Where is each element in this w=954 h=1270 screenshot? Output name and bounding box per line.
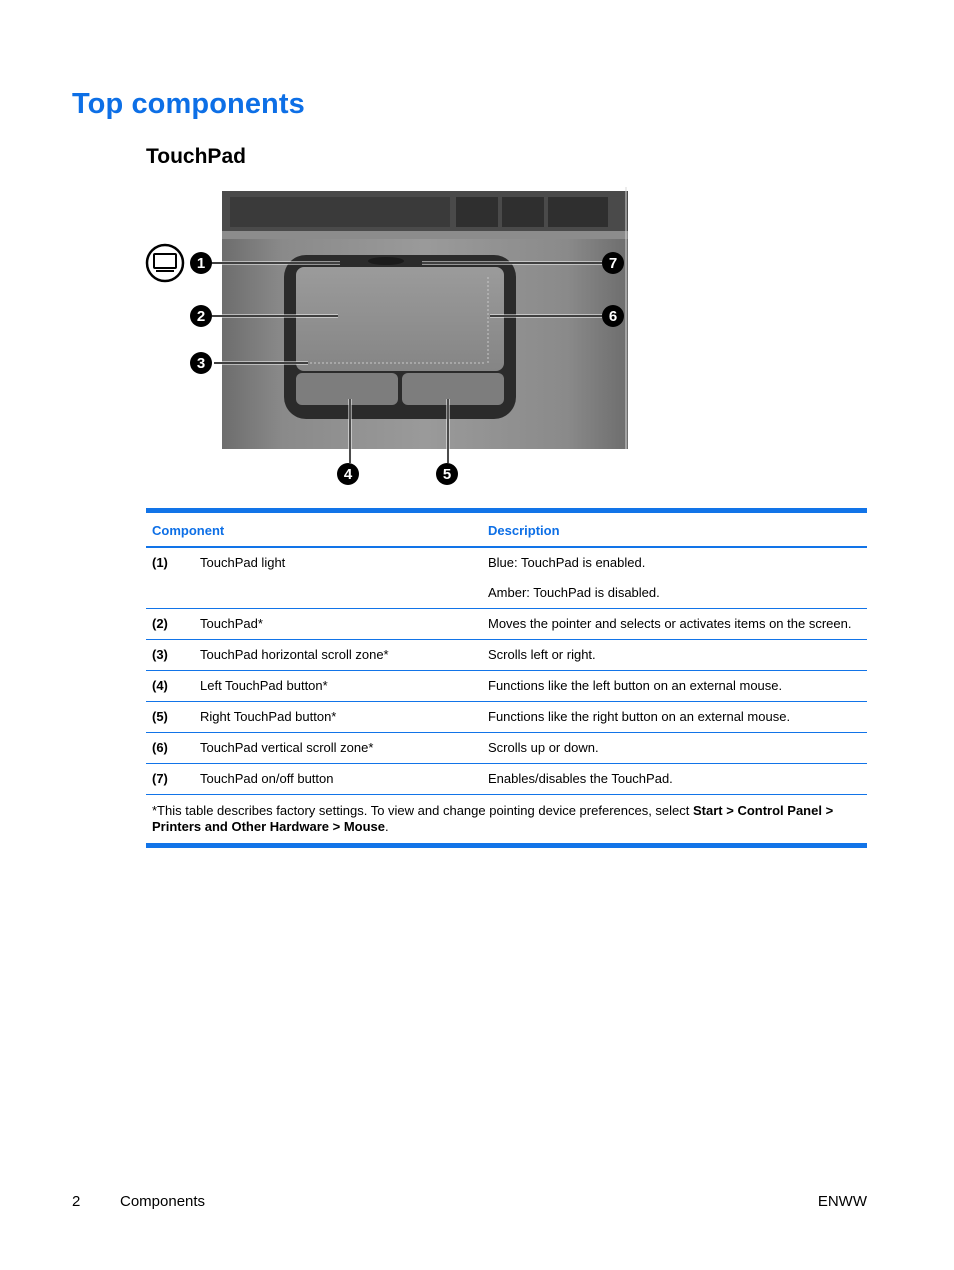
callout-3 [190,352,212,374]
description-text: Enables/disables the TouchPad. [488,771,673,786]
table-row [146,547,867,609]
row-number: (3) [146,640,194,671]
table-row [146,764,867,795]
component-description [482,609,867,640]
svg-text:5: 5 [442,466,452,483]
page-number: 2 [72,1193,81,1210]
svg-text:7: 7 [608,255,618,272]
table-row [146,640,867,671]
component-description [482,547,867,609]
section-title: TouchPad [146,145,246,168]
table-footnote [146,795,867,844]
svg-text:3: 3 [196,355,206,372]
component-name: TouchPad horizontal scroll zone* [194,640,482,671]
component-name: Right TouchPad button* [194,702,482,733]
touchpad-illustration [140,183,640,493]
component-name: TouchPad vertical scroll zone* [194,733,482,764]
svg-text:4: 4 [343,466,353,483]
row-number: (5) [146,702,194,733]
component-name: TouchPad* [194,609,482,640]
description-text: Scrolls left or right. [488,647,596,662]
component-name: Left TouchPad button* [194,671,482,702]
callout-1 [190,252,212,274]
description-text: Functions like the right button on an external mouse. [488,709,791,724]
touchpad-figure [140,183,640,493]
callout-6 [602,305,624,327]
table-row [146,733,867,764]
table-header-row [146,513,867,547]
component-column-header: Component [146,513,482,547]
component-description [482,764,867,795]
components-table [146,508,867,848]
touchpad-icon [147,245,183,281]
description-column-header: Description [482,513,867,547]
row-number: (1) [146,547,194,609]
callout-2 [190,305,212,327]
svg-text:6: 6 [608,308,618,325]
component-description [482,702,867,733]
callout-5 [436,463,458,485]
footer-section: Components [120,1193,206,1210]
description-text: Blue: TouchPad is enabled. [488,555,646,570]
svg-text:1: 1 [196,255,206,272]
description-text: Amber: TouchPad is disabled. [488,585,660,600]
table-row [146,671,867,702]
row-number: (4) [146,671,194,702]
component-name: TouchPad light [194,547,482,609]
component-description [482,640,867,671]
footnote-menu-path: Start > Control Panel > Printers and Other Hardware > Mouse [152,803,834,834]
footnote-text: *This table describes factory settings. To view and change pointing device preferences, select [152,803,694,818]
callout-7 [602,252,624,274]
row-number: (2) [146,609,194,640]
footer-doc-id: ENWW [817,1193,867,1210]
svg-text:2: 2 [196,308,206,325]
description-text: Scrolls up or down. [488,740,599,755]
description-text: Functions like the left button on an external mouse. [488,678,783,693]
description-text: Moves the pointer and selects or activates items on the screen. [488,616,852,631]
component-description [482,671,867,702]
component-description [482,733,867,764]
table-row [146,609,867,640]
page-title: Top components [72,88,305,120]
footnote-suffix: . [384,819,389,834]
callout-4 [337,463,359,485]
row-number: (7) [146,764,194,795]
component-name: TouchPad on/off button [194,764,482,795]
row-number: (6) [146,733,194,764]
table-row [146,702,867,733]
